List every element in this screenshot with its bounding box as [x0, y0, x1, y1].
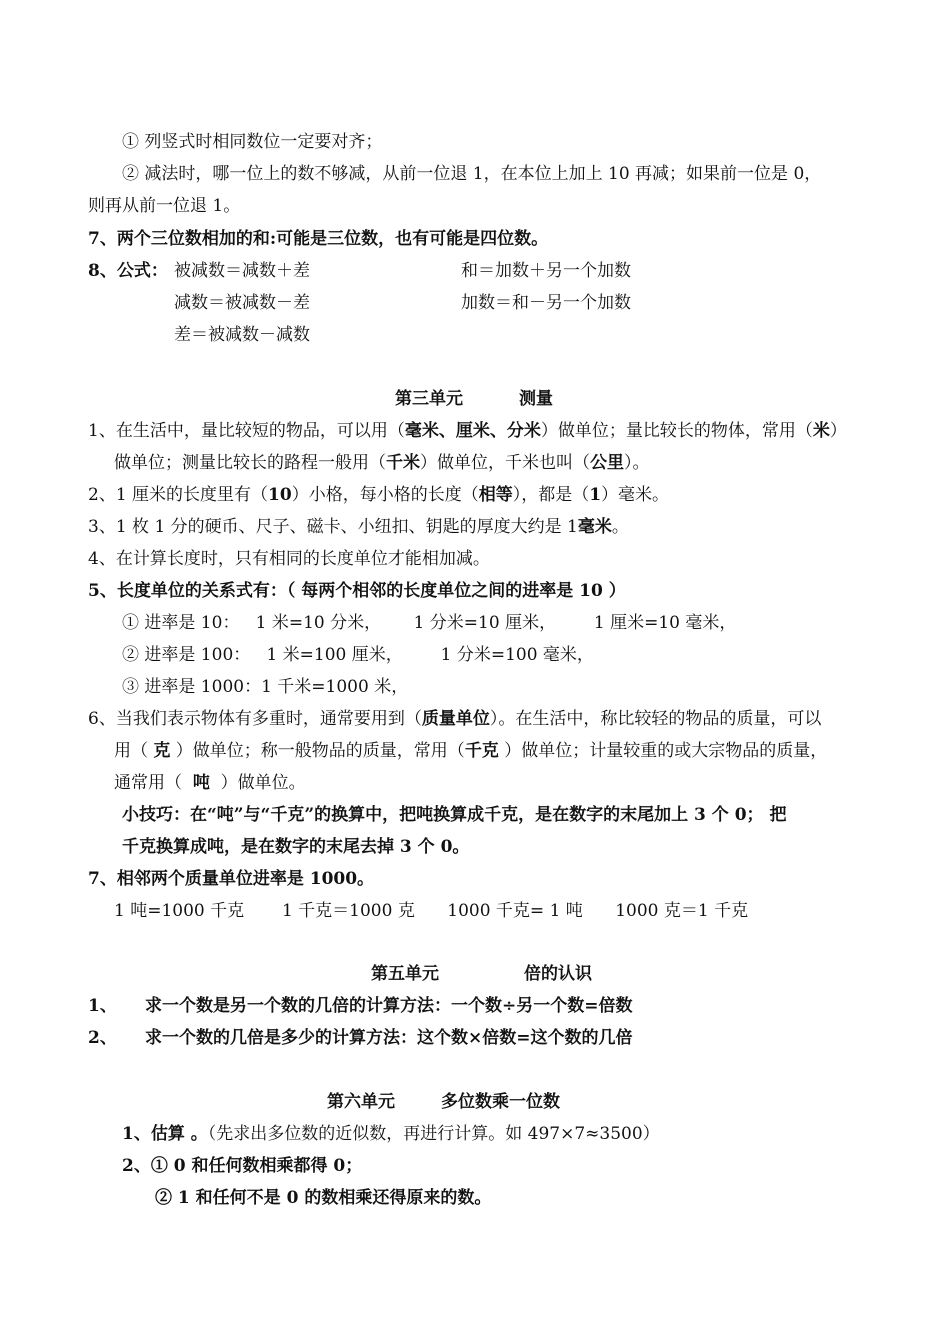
unit5-subtitle: 倍的认识 [524, 964, 592, 984]
u3-item-1: 1、在生活中，量比较短的物品，可以用（毫米、厘米、分米）做单位；量比较长的物体，常用（米） [88, 421, 847, 441]
u3-item-4: 4、在计算长度时，只有相同的长度单位才能相加减。 [88, 549, 490, 569]
u5-item-1: 求一个数是另一个数的几倍的计算方法：一个数÷另一个数=倍数 [145, 996, 633, 1016]
u3-tip: 小技巧：在“吨”与“千克”的换算中，把吨换算成千克，是在数字的末尾加上 3 个 0； 把 [122, 805, 787, 825]
rule-align-digits: ① 列竖式时相同数位一定要对齐； [122, 132, 383, 152]
u3-item-1-cont: 做单位；测量比较长的路程一般用（千米）做单位，千米也叫（公里）。 [114, 453, 650, 473]
rule-borrow-cont: 则再从前一位退 1。 [88, 196, 241, 216]
unit6-title: 第六单元 [327, 1092, 395, 1112]
formula-addend: 加数＝和－另一个加数 [461, 293, 631, 313]
u3-item-6: 6、当我们表示物体有多重时，通常要用到（质量单位）。在生活中，称比较轻的物品的质量，可以 [88, 709, 822, 729]
u3-mass-conversions: 1 吨=1000 千克 1 千克＝1000 克 1000 千克= 1 吨 1000 克＝1 千克 [114, 901, 749, 921]
u3-item-2: 2、1 厘米的长度里有（10）小格，每小格的长度（相等），都是（1）毫米。 [88, 485, 670, 505]
unit3-subtitle: 测量 [519, 389, 553, 409]
rule-borrow: ② 减法时，哪一位上的数不够减，从前一位退 1，在本位上加上 10 再减；如果前一位是 0， [122, 164, 822, 184]
formula-difference: 差＝被减数－减数 [174, 325, 310, 345]
item-8-formula-label: 8、公式： [88, 261, 168, 281]
formula-sum: 和＝加数＋另一个加数 [461, 261, 631, 281]
u6-item-2-cont: ② 1 和任何不是 0 的数相乘还得原来的数。 [155, 1188, 492, 1208]
u5-num-2: 2、 [88, 1028, 117, 1048]
u6-item-1: 1、估算 。（先求出多位数的近似数，再进行计算。如 497×7≈3500） [122, 1124, 660, 1144]
u3-item-6-cont2: 通常用（ 吨 ）做单位。 [114, 773, 306, 793]
formula-minuend: 被减数＝减数＋差 [174, 261, 310, 281]
u3-item-6-cont: 用（ 克 ）做单位；称一般物品的质量，常用（千克 ）做单位；计量较重的或大宗物品的质量， [114, 741, 828, 761]
u3-item-3: 3、1 枚 1 分的硬币、尺子、磁卡、小纽扣、钥匙的厚度大约是 1毫米。 [88, 517, 629, 537]
unit5-title: 第五单元 [371, 964, 439, 984]
item-7-sum: 7、两个三位数相加的和:可能是三位数，也有可能是四位数。 [88, 229, 549, 249]
unit6-subtitle: 多位数乘一位数 [441, 1092, 560, 1112]
u5-num-1: 1、 [88, 996, 117, 1016]
unit3-title: 第三单元 [395, 389, 463, 409]
u3-item-5: 5、长度单位的关系式有：（ 每两个相邻的长度单位之间的进率是 10 ） [88, 581, 626, 601]
formula-subtrahend: 减数＝被减数－差 [174, 293, 310, 313]
u3-rate-100: ② 进率是 100： 1 米=100 厘米， 1 分米=100 毫米， [122, 645, 594, 665]
u5-item-2: 求一个数的几倍是多少的计算方法：这个数×倍数=这个数的几倍 [145, 1028, 633, 1048]
u3-rate-1000: ③ 进率是 1000：1 千米=1000 米， [122, 677, 409, 697]
u3-tip-cont: 千克换算成吨，是在数字的末尾去掉 3 个 0。 [122, 837, 470, 857]
u6-item-2: 2、① 0 和任何数相乘都得 0； [122, 1156, 363, 1176]
u3-rate-10: ① 进率是 10： 1 米=10 分米， 1 分米=10 厘米， 1 厘米=10 毫米， [122, 613, 737, 633]
u3-item-7: 7、相邻两个质量单位进率是 1000。 [88, 869, 375, 889]
